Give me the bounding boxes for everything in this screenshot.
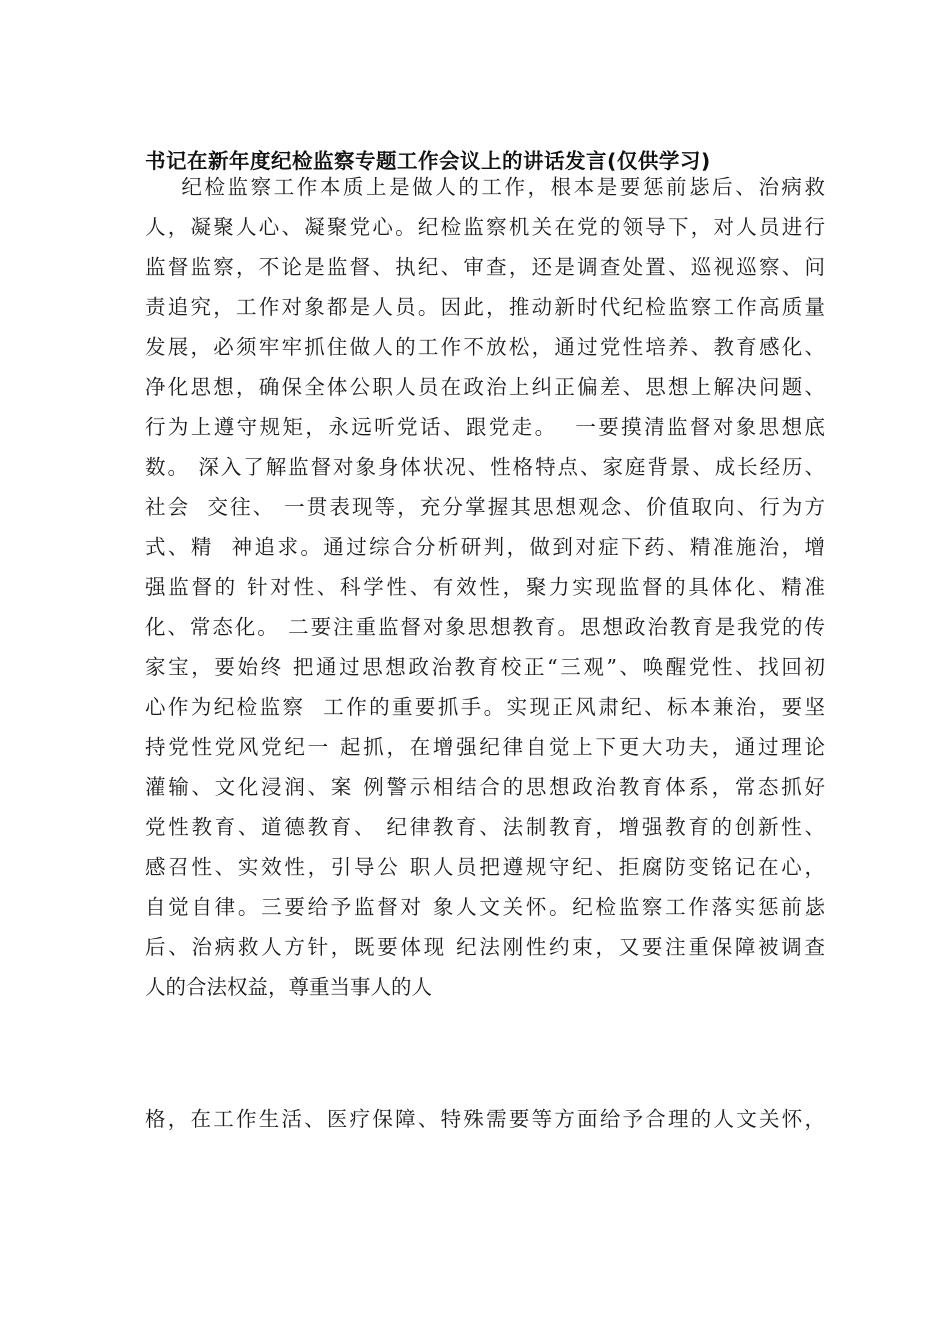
paragraph-line: 责追究，工作对象都是人员。因此，推动新时代纪检监察工作高质量 xyxy=(145,295,825,319)
paragraph-line: 式、精 神追求。通过综合分析研判，做到对症下药、精准施治，增 xyxy=(145,535,825,559)
continuation-line: 格，在工作生活、医疗保障、特殊需要等方面给予合理的人文关怀， xyxy=(145,1107,825,1131)
paragraph-line: 党性教育、道德教育、 纪律教育、法制教育，增强教育的创新性、 xyxy=(145,815,825,839)
body-paragraph xyxy=(145,167,825,1007)
paragraph-line: 家宝，要始终 把通过思想政治教育校正“三观”、唤醒党性、找回初 xyxy=(145,655,825,679)
paragraph-line: 自觉自律。三要给予监督对 象人文关怀。纪检监察工作落实惩前毖 xyxy=(145,895,825,919)
paragraph-line: 持党性党风党纪一 起抓，在增强纪律自觉上下更大功夫，通过理论 xyxy=(145,735,825,759)
paragraph-line: 净化思想，确保全体公职人员在政治上纠正偏差、思想上解决问题、 xyxy=(145,375,825,399)
continuation-paragraph xyxy=(145,1099,825,1139)
paragraph-line: 化、常态化。 二要注重监督对象思想教育。思想政治教育是我党的传 xyxy=(145,615,825,639)
paragraph-line: 行为上遵守规矩，永远听党话、跟党走。 一要摸清监督对象思想底 xyxy=(145,415,825,439)
paragraph-line: 感召性、实效性，引导公 职人员把遵规守纪、拒腐防变铭记在心， xyxy=(145,855,825,879)
paragraph-line: 纪检监察工作本质上是做人的工作，根本是要惩前毖后、治病救 xyxy=(145,175,825,199)
paragraph-line: 发展，必须牢牢抓住做人的工作不放松，通过党性培养、教育感化、 xyxy=(145,335,825,359)
document-title: 书记在新年度纪检监察专题工作会议上的讲话发言(仅供学习) xyxy=(145,149,711,173)
paragraph-line: 人，凝聚人心、凝聚党心。纪检监察机关在党的领导下，对人员进行 xyxy=(145,215,825,239)
paragraph-line: 灌输、文化浸润、案 例警示相结合的思想政治教育体系，常态抓好 xyxy=(145,775,825,799)
paragraph-line: 后、治病救人方针，既要体现 纪法刚性约束，又要注重保障被调查 xyxy=(145,935,825,959)
paragraph-line: 强监督的 针对性、科学性、有效性，聚力实现监督的具体化、精准 xyxy=(145,575,825,599)
paragraph-line: 社会 交往、 一贯表现等，充分掌握其思想观念、价值取向、行为方 xyxy=(145,495,825,519)
paragraph-line: 人的合法权益，尊重当事人的人 xyxy=(145,975,432,999)
paragraph-line: 数。 深入了解监督对象身体状况、性格特点、家庭背景、成长经历、 xyxy=(145,455,825,479)
paragraph-line: 心作为纪检监察 工作的重要抓手。实现正风肃纪、标本兼治，要坚 xyxy=(145,695,825,719)
paragraph-line: 监督监察，不论是监督、执纪、审查，还是调查处置、巡视巡察、问 xyxy=(145,255,825,279)
